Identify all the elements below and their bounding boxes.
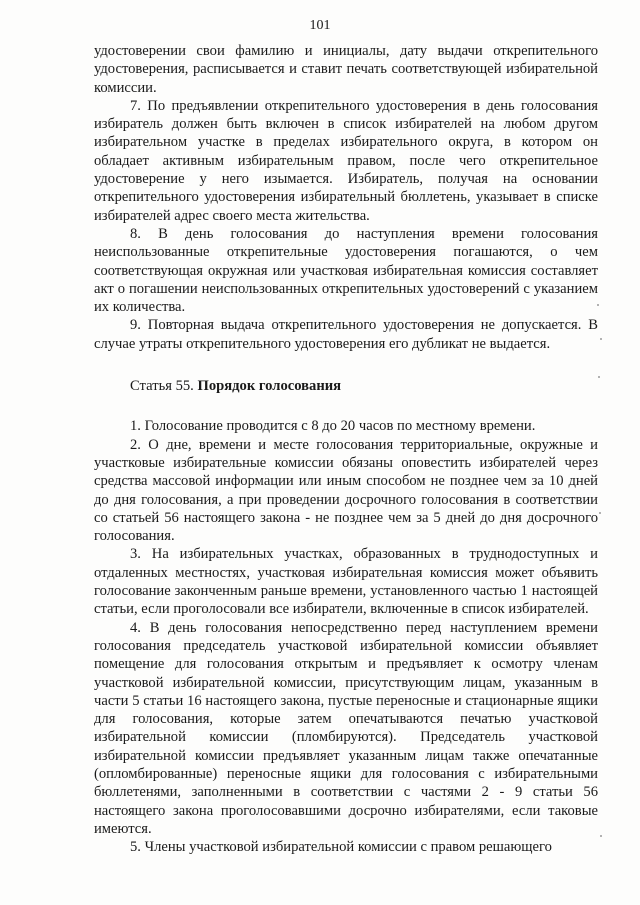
scan-speck xyxy=(599,512,601,514)
article-paragraph-3: 3. На избирательных участках, образованных в труднодоступных и отдаленных местностях, участковая избирательная комиссия может объявить голосование законченным раньше времени, установленного частью 1 настоящей статьи, если проголосовали все избиратели, включенные в список избирателей. xyxy=(94,546,598,618)
article-paragraph-2: 2. О дне, времени и месте голосования территориальные, окружные и участковые избирательные комиссии обязаны оповестить избирателей через средства массовой информации или иным способом не позднее чем за 10 дней до дня голосования, а при проведении досрочного голосования в соответствии со статьей 56 настоящего закона - не позднее чем за 5 дней до дня досрочного голосования. xyxy=(94,436,598,545)
article-paragraph-4: 4. В день голосования непосредственно перед наступлением времени голосования председатель участковой избирательной комиссии объявляет помещение для голосования открытым и предъявляет к осмотру членам участковой избирательной комиссии, присутствующим лицам, указанным в части 5 статьи 16 настоящего закона, пустые переносные и стационарные ящики для голосования, которые затем опечатываются печатью участковой избирательной комиссии (пломбируются). Председатель участковой избирательной комиссии предъявляет указанным лицам также опечатанные (опломбированные) переносные ящики для голосования с избирательными бюллетенями, заполненными в соответствии с частями 2 - 9 статьи 56 настоящего закона проголосовавшими досрочно избирателями, если таковые имеются. xyxy=(94,619,598,837)
scan-speck xyxy=(597,304,599,306)
article-title: Порядок голосования xyxy=(197,378,342,395)
scan-speck xyxy=(600,835,602,837)
article-paragraph-5: 5. Члены участковой избирательной комиссии с правом решающего xyxy=(130,839,552,856)
paragraph-continuation: удостоверении свои фамилию и инициалы, дату выдачи открепительного удостоверения, расписывается и ставит печать соответствующей избирательной комиссии. xyxy=(94,43,598,96)
article-heading xyxy=(94,377,598,395)
article-paragraph-1: 1. Голосование проводится с 8 до 20 часов по местному времени. xyxy=(130,418,536,435)
document-body xyxy=(94,42,598,856)
spacer xyxy=(94,395,598,417)
spacer xyxy=(94,353,598,377)
scan-speck xyxy=(600,338,602,340)
paragraph-item-7: 7. По предъявлении открепительного удостоверения в день голосования избиратель должен быть включен в список избирателей на любом другом избирательном участке в пределах избирательного округа, в котором он обладает активным избирательным правом, после чего открепительное удостоверение у него изымается. Избиратель, получая на основании открепительного удостоверения избирательный бюллетень, указывает в списке избирателей адрес своего места жительства. xyxy=(94,97,598,224)
article-label: Статья 55. xyxy=(130,378,194,395)
paragraph-item-8: 8. В день голосования до наступления времени голосования неиспользованные открепительные удостоверения погашаются, о чем соответствующая окружная или участковая избирательная комиссия составляет акт о погашении неиспользованных открепительных удостоверений с указанием их количества. xyxy=(94,225,598,316)
page-number: 101 xyxy=(309,18,331,33)
scan-speck xyxy=(598,376,600,378)
paragraph-item-9: 9. Повторная выдача открепительного удостоверения не допускается. В случае утраты открепительного удостоверения его дубликат не выдается. xyxy=(94,317,598,352)
